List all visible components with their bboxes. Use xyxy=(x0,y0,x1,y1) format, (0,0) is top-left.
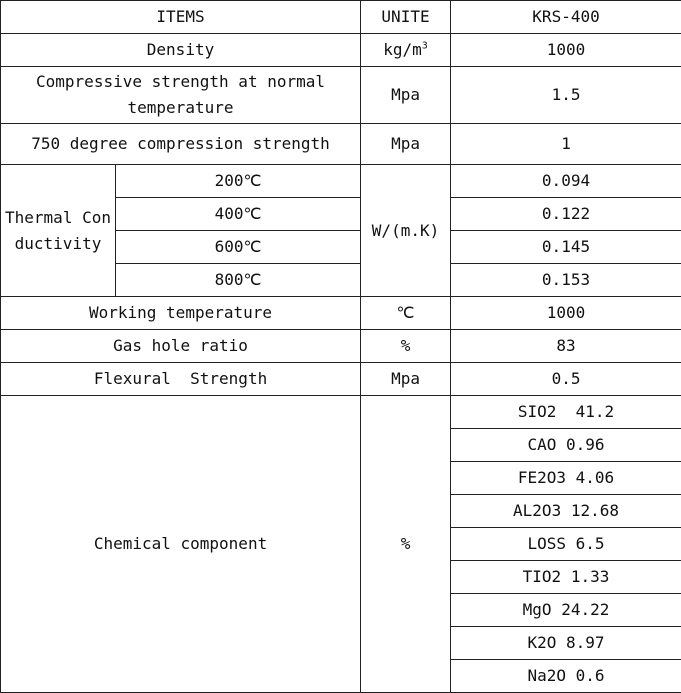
density-label: Density xyxy=(1,34,361,67)
thermal-value: 0.122 xyxy=(451,198,681,231)
compressive-value: 1.5 xyxy=(451,67,681,124)
chemical-value: K2O 8.97 xyxy=(451,627,681,660)
chemical-value: LOSS 6.5 xyxy=(451,528,681,561)
chemical-label: Chemical component xyxy=(1,396,361,693)
flexural-value: 0.5 xyxy=(451,363,681,396)
thermal-value: 0.094 xyxy=(451,165,681,198)
table-row xyxy=(1,330,681,363)
density-unit xyxy=(361,34,451,67)
thermal-value: 0.153 xyxy=(451,264,681,297)
header-unite: UNITE xyxy=(361,1,451,34)
density-unit-exponent: 3 xyxy=(422,41,428,52)
compress750-unit: Mpa xyxy=(361,124,451,165)
table-row xyxy=(1,363,681,396)
thermal-temp: 400℃ xyxy=(116,198,361,231)
density-unit-base: kg/m xyxy=(383,40,422,59)
compress750-value: 1 xyxy=(451,124,681,165)
table-row xyxy=(1,67,681,124)
working-value: 1000 xyxy=(451,297,681,330)
thermal-temp: 800℃ xyxy=(116,264,361,297)
thermal-temp: 200℃ xyxy=(116,165,361,198)
chemical-value: TIO2 1.33 xyxy=(451,561,681,594)
working-label: Working temperature xyxy=(1,297,361,330)
flexural-unit: Mpa xyxy=(361,363,451,396)
table-row xyxy=(1,34,681,67)
thermal-value: 0.145 xyxy=(451,231,681,264)
chemical-value: MgO 24.22 xyxy=(451,594,681,627)
header-row xyxy=(1,1,681,34)
header-items: ITEMS xyxy=(1,1,361,34)
table-row xyxy=(1,165,681,198)
flexural-label: Flexural Strength xyxy=(1,363,361,396)
compressive-label: Compressive strength at normal temperature xyxy=(1,67,361,124)
table-row xyxy=(1,297,681,330)
compressive-unit: Mpa xyxy=(361,67,451,124)
density-value: 1000 xyxy=(451,34,681,67)
header-model: KRS-400 xyxy=(451,1,681,34)
thermal-temp: 600℃ xyxy=(116,231,361,264)
working-unit: ℃ xyxy=(361,297,451,330)
chemical-value: Na2O 0.6 xyxy=(451,660,681,693)
gas-label: Gas hole ratio xyxy=(1,330,361,363)
chemical-value: AL2O3 12.68 xyxy=(451,495,681,528)
compress750-label: 750 degree compression strength xyxy=(1,124,361,165)
thermal-unit: W/(m.K) xyxy=(361,165,451,297)
chemical-value: SIO2 41.2 xyxy=(451,396,681,429)
chemical-unit: % xyxy=(361,396,451,693)
chemical-value: FE2O3 4.06 xyxy=(451,462,681,495)
table-row xyxy=(1,396,681,429)
gas-value: 83 xyxy=(451,330,681,363)
thermal-label: Thermal Conductivity xyxy=(1,165,116,297)
table-row xyxy=(1,124,681,165)
gas-unit: % xyxy=(361,330,451,363)
chemical-value: CAO 0.96 xyxy=(451,429,681,462)
